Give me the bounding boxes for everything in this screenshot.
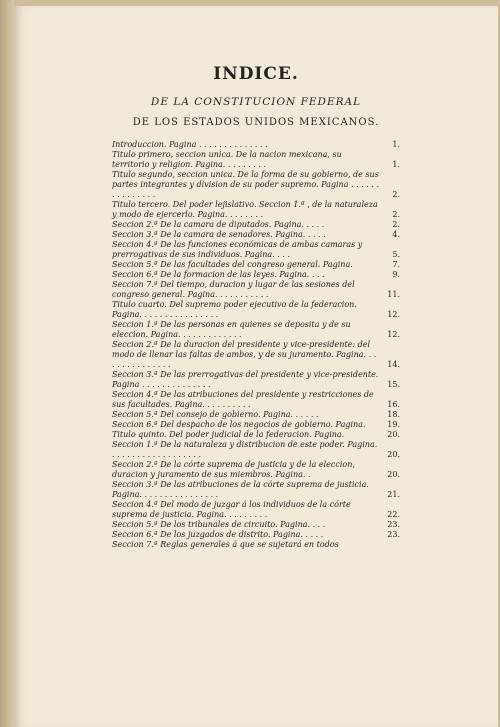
toc-entry-page: 7. <box>392 260 400 269</box>
toc-entry-text: Titulo tercero. Del poder lejislativo. Seccion 1.ª , de la naturaleza y modo de ejercerlo. Pagina. . . . . . . . <box>112 200 378 219</box>
toc-entry <box>112 140 400 150</box>
book-edge <box>0 0 14 727</box>
toc-entry-text: Seccion 4.ª De las atribuciones del presidente y restricciones de sus facultades. Pagina. . . . . . . . . . <box>112 390 374 409</box>
toc-entry-text: Titulo primero, seccion unica. De la nacion mexicana, su territorio y religion. Pagina. . . . . . . . . <box>112 150 342 169</box>
toc-entry <box>112 280 400 300</box>
toc-entry-text: Seccion 4.ª Del modo de juzgar á los individuos de la córte suprema de justicia. Pagina. . . . . . . . . <box>112 500 351 519</box>
toc-entry-page: 2. <box>392 220 400 229</box>
toc-entry-page: 4. <box>392 230 400 239</box>
toc-entry <box>112 420 400 430</box>
toc-entry-text: Seccion 3.ª De las prerrogativas del presidente y vice-presidente. Pagina . . . . . . . . . . . . . . <box>112 370 379 389</box>
toc-entry <box>112 220 400 230</box>
toc-entry-page: 12. <box>387 330 400 339</box>
toc-entry-text: Introduccion. Pagina . . . . . . . . . . . . . . <box>112 140 268 149</box>
toc-entry-page: 1. <box>392 160 400 169</box>
toc-entry <box>112 480 400 500</box>
toc-entry <box>112 170 400 200</box>
toc-entry-page: 20. <box>387 470 400 479</box>
toc-entry <box>112 520 400 530</box>
toc-entry-page: 2. <box>392 210 400 219</box>
toc-entry-page: 14. <box>387 360 400 369</box>
toc-entry <box>112 320 400 340</box>
toc-entry <box>112 460 400 480</box>
page-subtitle: DE LA CONSTITUCION FEDERAL <box>150 96 362 108</box>
toc-entry-text: Seccion 6.ª De los juzgados de distrito. Pagina. . . . . <box>112 530 324 539</box>
toc-entry <box>112 540 400 550</box>
toc-entry-text: Seccion 2.ª De la camara de diputados. Pagina. . . . . <box>112 220 325 229</box>
toc-entry-text: Seccion 6.ª Del despacho de los negocios de gobierno. Pagina. <box>112 420 366 429</box>
page-title: INDICE. <box>213 64 299 84</box>
toc-entry <box>112 500 400 520</box>
toc-entry-page: 21. <box>387 490 400 499</box>
toc-entry <box>112 240 400 260</box>
toc-entry-page: 19. <box>387 420 400 429</box>
toc-entry <box>112 200 400 220</box>
toc-entry-page: 11. <box>387 290 400 299</box>
toc-entry-text: Seccion 3.ª De las atribuciones de la córte suprema de justicia. Pagina. . . . . . . . . . . . . . . . <box>112 480 369 499</box>
toc-entry-page: 12. <box>387 310 400 319</box>
toc-entry-text: Seccion 2.ª De la córte suprema de justicia y de la eleccion, duracion y juramento de sus miembros. Pagina. . <box>112 460 355 479</box>
toc-entry <box>112 390 400 410</box>
document-page <box>14 6 498 727</box>
toc-entry-text: Seccion 3.ª De la camara de senadores. Pagina. . . . . <box>112 230 326 239</box>
toc-entry-text: Titulo segundo, seccion unica. De la forma de su gobierno, de sus partes integrantes y division de su poder supremo. Pagina . . . . . . . . . . . . . . . <box>112 170 379 199</box>
toc-entry <box>112 440 400 460</box>
toc-entry <box>112 260 400 270</box>
toc-entry <box>112 270 400 280</box>
toc-entry <box>112 530 400 540</box>
toc-entry-text: Seccion 7.ª Reglas generales á que se sujetará en todos <box>112 540 339 549</box>
toc-entry-page: 9. <box>392 270 400 279</box>
toc-entry-page: 5. <box>392 250 400 259</box>
toc-entry-page: 23. <box>387 530 400 539</box>
toc-entry-page: 18. <box>387 410 400 419</box>
toc-entry-page: 16. <box>387 400 400 409</box>
toc-entry-text: Seccion 6.ª De la formacion de las leyes. Pagina. . . . <box>112 270 325 279</box>
toc-entry-text: Titulo quinto. Del poder judicial de la federacion. Pagina. <box>112 430 345 439</box>
toc-entry-text: Seccion 7.ª Del tiempo, duracion y lugar de las sesiones del congreso general. Pagina. . . . . . . . . . . <box>112 280 355 299</box>
toc-entry <box>112 430 400 440</box>
toc-entry <box>112 370 400 390</box>
toc-entry-text: Seccion 4.ª De las funciones económicas de ambas camaras y prerrogativas de sus individuos. Pagina. . . . <box>112 240 363 259</box>
toc-entry-page: 20. <box>387 450 400 459</box>
toc-entry-text: Seccion 5.ª De los tribunales de circuito. Pagina. . . . <box>112 520 326 529</box>
toc-entry-text: Seccion 1.ª De la naturaleza y distribucion de este poder. Pagina. . . . . . . . . . . . . . . . . . . <box>112 440 378 459</box>
toc-entry-page: 2. <box>392 190 400 199</box>
toc-entry-page: 20. <box>387 430 400 439</box>
toc-entry <box>112 300 400 320</box>
toc-entry-text: Seccion 5.ª Del consejo de gobierno. Pagina. . . . . . <box>112 410 319 419</box>
table-of-contents <box>112 140 400 550</box>
toc-entry-text: Seccion 2.ª De la duracion del presidente y vice-presidente: del modo de llenar las faltas de ambos, y de su juramento. Pagina. . . . . . . . . . . . . . . <box>112 340 377 369</box>
toc-entry-text: Seccion 5.ª De las facultades del congreso general. Pagina. <box>112 260 353 269</box>
toc-entry-page: 15. <box>387 380 400 389</box>
toc-entry-text: Titulo cuarto. Del supremo poder ejecutivo de la federacion. Pagina. . . . . . . . . . . . . . . . <box>112 300 357 319</box>
toc-entry <box>112 230 400 240</box>
toc-entry <box>112 340 400 370</box>
page-subtitle-secondary: DE LOS ESTADOS UNIDOS MEXICANOS. <box>132 117 380 128</box>
toc-entry <box>112 410 400 420</box>
toc-entry-page: 22. <box>387 510 400 519</box>
toc-entry-page: 1. <box>392 140 400 149</box>
toc-entry <box>112 150 400 170</box>
toc-entry-page: 23. <box>387 520 400 529</box>
toc-entry-text: Seccion 1.ª De las personas en quienes se deposita y de su eleccion. Pagina. . . . . . . . . . . . . <box>112 320 351 339</box>
